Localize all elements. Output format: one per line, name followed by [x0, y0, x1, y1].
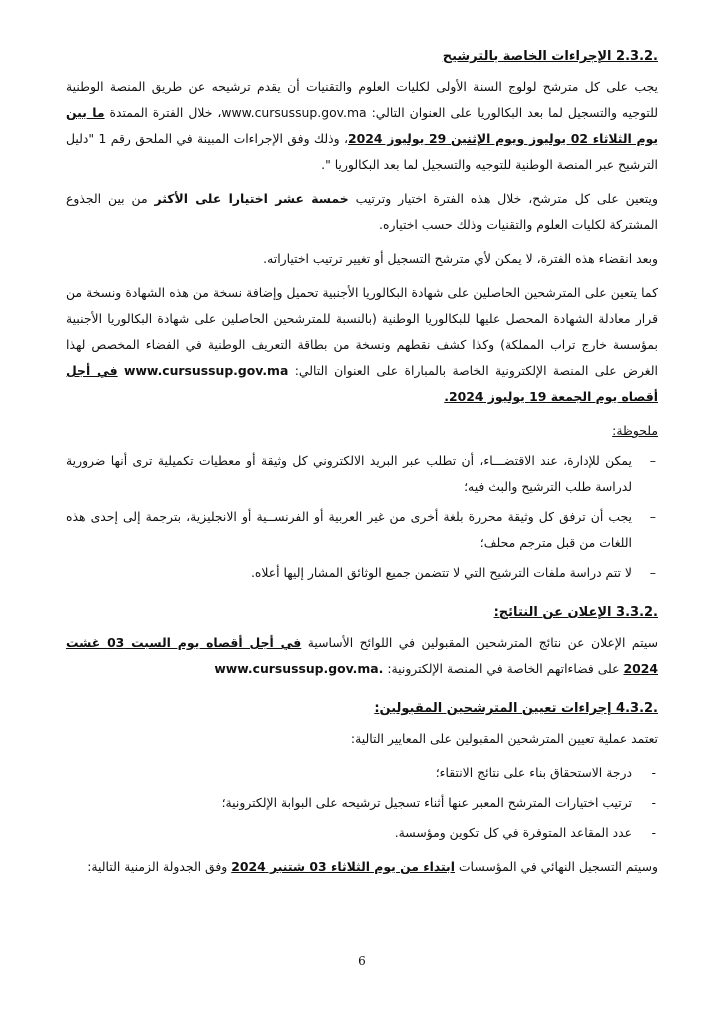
dash-bullet: -: [651, 765, 656, 780]
list-item: – يمكن للإدارة، عند الاقتضـــاء، أن تطلب عبر البريد الالكتروني كل وثيقة أو معطيات تكميلية ترى أنها ضرورية لدراسة طلب الترشيح والبث فيه؛: [66, 448, 658, 500]
section-232-paragraph-1: يجب على كل مترشح لولوج السنة الأولى لكليات العلوم والتقنيات أن يقدم ترشيحه عن طريق المنصة الوطنية للتوجيه والتسجيل لما بعد البكالوريا على العنوان التالي: www.cursussup.gov.ma، خلال الفترة الممتدة ما بين يوم الثلاثاء 02 يوليوز ويوم الإثنين 29 يوليوز 2024، وذلك وفق الإجراءات المبينة في الملحق رقم 1 "دليل الترشيح عبر المنصة الوطنية للتوجيه والتسجيل لما بعد البكالوريا ".: [66, 79, 658, 172]
dash-bullet: –: [649, 453, 656, 468]
section-432-intro: تعتمد عملية تعيين المترشحين المقبولين على المعايير التالية:: [350, 731, 658, 746]
section-332-paragraph: سيتم الإعلان عن نتائج المترشحين المقبولين في اللوائح الأساسية في أجل أقصاه يوم السبت 03 غشت 2024 على فضاءاتهم الخاصة في المنصة الإلكترونية: www.cursussup.gov.ma.: [66, 635, 658, 676]
section-332-title: الإعلان عن النتائج:: [493, 605, 612, 620]
section-232-paragraph-3: وبعد انقضاء هذه الفترة، لا يمكن لأي مترشح التسجيل أو تغيير ترتيب اختياراته.: [263, 251, 658, 266]
dash-bullet: -: [651, 825, 656, 840]
section-232-paragraph-2: ويتعين على كل مترشح، خلال هذه الفترة اختيار وترتيب خمسة عشر اختيارا على الأكثر من بين الجذوع المشتركة لكليات العلوم والتقنيات وذلك حسب اختياره.: [66, 191, 658, 232]
list-item: - عدد المقاعد المتوفرة في كل تكوين ومؤسسة.: [66, 820, 658, 846]
dash-bullet: -: [651, 795, 656, 810]
upload-deadline: في أجل أقصاه يوم الجمعة 19 يوليوز 2024.: [66, 363, 658, 404]
page-content: [66, 44, 658, 888]
section-432-heading: [66, 696, 658, 722]
final-registration-paragraph: وسيتم التسجيل النهائي في المؤسسات ابتداء من يوم الثلاثاء 03 شتنبر 2024 وفق الجدولة الزمنية التالية:: [87, 859, 658, 874]
section-232-title: الإجراءات الخاصة بالترشيح: [442, 49, 612, 64]
application-period: ما بين يوم الثلاثاء 02 يوليوز ويوم الإثنين 29 يوليوز 2024: [66, 105, 658, 146]
notes-list: [66, 448, 658, 586]
note-label: ملحوظة:: [612, 423, 658, 438]
url-link[interactable]: www.cursussup.gov.ma: [124, 363, 289, 378]
list-item: - ترتيب اختيارات المترشح المعبر عنها أثناء تسجيل ترشيحه على البوابة الإلكترونية؛: [66, 790, 658, 816]
results-date: في أجل أقصاه يوم السبت 03 غشت 2024: [66, 635, 658, 676]
section-232-paragraph-4: كما يتعين على المترشحين الحاصلين على شهادة البكالوريا الأجنبية تحميل وإضافة نسخة من هذه الشهادة ونسخة من قرار معادلة الشهادة المحصل عليها للبكالوريا الوطنية (بالنسبة للمترشحين الحاصلين على شهادة البكالوريا الأجنبية بمؤسسة خارج تراب المملكة) وكذا كشف نقطهم ونسخة من بطاقة التعريف الوطنية في الفضاء المخصص لهذا الغرض على المنصة الإلكترونية الخاصة بالمباراة على العنوان التالي: www.cursussup.gov.ma في أجل أقصاه يوم الجمعة 19 يوليوز 2024.: [66, 285, 658, 404]
url-link[interactable]: www.cursussup.gov.ma.: [214, 661, 384, 676]
page-number: 6: [358, 954, 366, 968]
section-232-heading: [66, 44, 658, 70]
section-432-title: إجراءات تعيين المترشحين المقبولين:: [374, 701, 612, 716]
list-item: – لا تتم دراسة ملفات الترشيح التي لا تتضمن جميع الوثائق المشار إليها أعلاه.: [66, 560, 658, 586]
list-item: - درجة الاستحقاق بناء على نتائج الانتقاء؛: [66, 760, 658, 786]
section-332-heading: [66, 600, 658, 626]
url-link[interactable]: www.cursussup.gov.ma: [221, 105, 367, 120]
choices-limit: خمسة عشر اختيارا على الأكثر: [154, 191, 349, 206]
section-332-number: 3.3.2.: [616, 605, 658, 620]
list-item: – يجب أن ترفق كل وثيقة محررة بلغة أخرى من غير العربية أو الفرنســية أو الانجليزية، بترجمة إلى إحدى هذه اللغات من قبل مترجم محلف؛: [66, 504, 658, 556]
section-232-number: 2.3.2.: [616, 49, 658, 64]
section-432-number: 4.3.2.: [616, 701, 658, 716]
criteria-list: [66, 760, 658, 846]
registration-date: ابتداء من يوم الثلاثاء 03 شتنبر 2024: [231, 859, 455, 874]
dash-bullet: –: [649, 509, 656, 524]
dash-bullet: –: [649, 565, 656, 580]
